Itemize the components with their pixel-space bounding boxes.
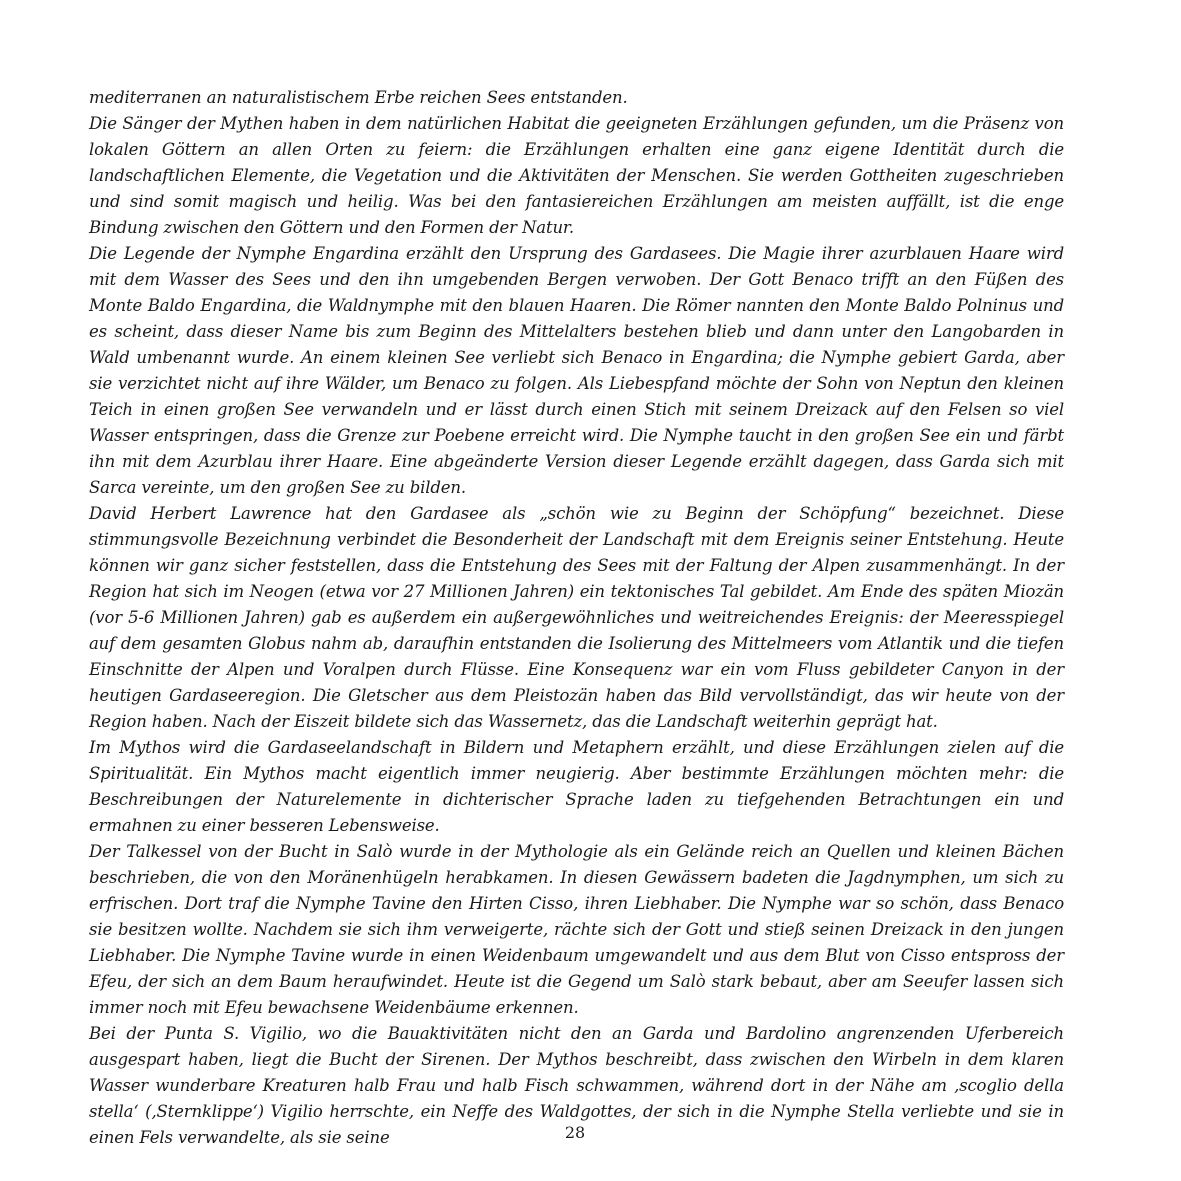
paragraph-lawrence-geology: David Herbert Lawrence hat den Gardasee als „schön wie zu Beginn der Schöpfung“ bezeichnet. Diese stimmungsvolle Bezeichnung verbindet die Besonderheit der Landschaft mit dem Ereignis seiner Entstehung. Heute können wir ganz sicher feststellen, dass die Entstehung des Sees mit der Faltung der Alpen zusammenhängt. In der Region hat sich im Neogen (etwa vor 27 Millionen Jahren) ein tektonisches Tal gebildet. Am Ende des späten Miozän (vor 5-6 Millionen Jahren) gab es außerdem ein außergewöhnliches und weitreichendes Ereignis: der Meeresspiegel auf dem gesamten Globus nahm ab, daraufhin entstanden die Isolierung des Mittelmeers vom Atlantik und die tiefen Einschnitte der Alpen und Voralpen durch Flüsse. Eine Konsequenz war ein vom Fluss gebildeter Canyon in der heutigen Gardaseeregion. Die Gletscher aus dem Pleistozän haben das Bild vervollständigt, das wir heute von der Region haben. Nach der Eiszeit bildete sich das Wassernetz, das die Landschaft weiterhin geprägt hat. (89, 504, 1064, 731)
page-number: 28 (564, 1123, 586, 1142)
paragraph-salo-tavine: Der Talkessel von der Bucht in Salò wurde in der Mythologie als ein Gelände reich an Quellen und kleinen Bächen beschrieben, die von den Moränenhügeln herabkamen. In diesen Gewässern badeten die Jagdnymphen, um sich zu erfrischen. Dort traf die Nymphe Tavine den Hirten Cisso, ihren Liebhaber. Die Nymphe war so schön, dass Benaco sie besitzen wollte. Nachdem sie sich ihm verweigerte, rächte sich der Gott und stieß seinen Dreizack in den jungen Liebhaber. Die Nymphe Tavine wurde in einen Weidenbaum umgewandelt und aus dem Blut von Cisso entspross der Efeu, der sich an dem Baum heraufwindet. Heute ist die Gegend um Salò stark bebaut, aber am Seeufer lassen sich immer noch mit Efeu bewachsene Weidenbäume erkennen. (89, 842, 1064, 1017)
page-body-text (89, 85, 1064, 1151)
paragraph-singers-myths: Die Sänger der Mythen haben in dem natürlichen Habitat die geeigneten Erzählungen gefunden, um die Präsenz von lokalen Göttern an allen Orten zu feiern: die Erzählungen erhalten eine ganz eigene Identität durch die landschaftlichen Elemente, die Vegetation und die Aktivitäten der Menschen. Sie werden Gottheiten zugeschrieben und sind somit magisch und heilig. Was bei den fantasiereichen Erzählungen am meisten auffällt, ist die enge Bindung zwischen den Göttern und den Formen der Natur. (89, 114, 1064, 237)
paragraph-legend-engardina: Die Legende der Nymphe Engardina erzählt den Ursprung des Gardasees. Die Magie ihrer azurblauen Haare wird mit dem Wasser des Sees und den ihn umgebenden Bergen verwoben. Der Gott Benaco trifft an den Füßen des Monte Baldo Engardina, die Waldnymphe mit den blauen Haaren. Die Römer nannten den Monte Baldo Polninus und es scheint, dass dieser Name bis zum Beginn des Mittelalters bestehen blieb und dann unter den Langobarden in Wald umbenannt wurde. An einem kleinen See verliebt sich Benaco in Engardina; die Nymphe gebiert Garda, aber sie verzichtet nicht auf ihre Wälder, um Benaco zu folgen. Als Liebespfand möchte der Sohn von Neptun den kleinen Teich in einen großen See verwandeln und er lässt durch einen Stich mit seinem Dreizack auf den Felsen so viel Wasser entspringen, dass die Grenze zur Poebene erreicht wird. Die Nymphe taucht in den großen See ein und färbt ihn mit dem Azurblau ihrer Haare. Eine abgeänderte Version dieser Legende erzählt dagegen, dass Garda sich mit Sarca vereinte, um den großen See zu bilden. (89, 244, 1064, 497)
paragraph-myth-spirituality: Im Mythos wird die Gardaseelandschaft in Bildern und Metaphern erzählt, und diese Erzählungen zielen auf die Spiritualität. Ein Mythos macht eigentlich immer neugierig. Aber bestimmte Erzählungen möchten mehr: die Beschreibungen der Naturelemente in dichterischer Sprache laden zu tiefgehenden Betrachtungen ein und ermahnen zu einer besseren Lebensweise. (89, 738, 1064, 835)
paragraph-punta-vigilio: Bei der Punta S. Vigilio, wo die Bauaktivitäten nicht den an Garda und Bardolino angrenzenden Uferbereich ausgespart haben, liegt die Bucht der Sirenen. Der Mythos beschreibt, dass zwischen den Wirbeln in dem klaren Wasser wunderbare Kreaturen halb Frau und halb Fisch schwammen, während dort in der Nähe am ‚scoglio della stella‘ (‚Sternklippe‘) Vigilio herrschte, ein Neffe des Waldgottes, der sich in die Nymphe Stella verliebte und sie in einen Fels verwandelte, als sie seine (89, 1024, 1064, 1147)
paragraph-continuation: mediterranen an naturalistischem Erbe reichen Sees entstanden. (89, 88, 628, 107)
